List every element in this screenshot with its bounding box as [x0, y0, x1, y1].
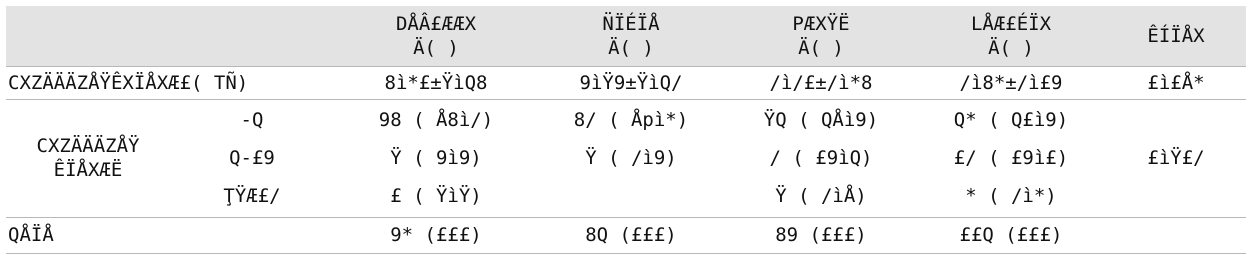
results-table: [6, 6, 1246, 254]
row2a-col-3: ŸQ ( QÅì9): [763, 109, 879, 131]
row2a-col-2: 8/ ( Åpì*): [573, 109, 689, 131]
row3-label: QÅÏÅ: [8, 224, 54, 246]
row1-col-5: £ì£Å*: [1147, 71, 1205, 94]
header-col-1-line2: Ä( ): [413, 37, 459, 59]
row2b-col-2: Ÿ ( /ì9): [585, 147, 677, 169]
row1-col-2: 9ìŸ9±ŸìQ/: [579, 71, 683, 94]
header-col-1-line1: DÅÂ£ÆÆX: [395, 13, 477, 35]
row2a-col-1: 98 ( Å8ì/): [378, 109, 494, 131]
divider-row1: [6, 99, 1246, 100]
row2b-col-4: £/ ( £9ì£): [953, 147, 1069, 169]
header-col-4-line2: Ä( ): [988, 37, 1034, 59]
header-col-2-line2: Ä( ): [608, 37, 654, 59]
header-col-5-line1: ÊÍÏÅX: [1147, 25, 1205, 47]
row3-col-2: 8Q (£££): [585, 224, 677, 246]
row2-label-line2: ÊÏÅXÆË: [53, 159, 123, 181]
header-col-4-line1: LÅÆ£ÉÏX: [970, 13, 1052, 35]
row1-col-4: /ì8*±/ì£9: [959, 71, 1063, 94]
header-col-3-line2: Ä( ): [798, 37, 844, 59]
header-col-2-line1: N̈ÏÉÏÅ: [602, 13, 660, 35]
row2c-col-2: [536, 178, 726, 214]
row1-col-3: /ì/£±/ì*8: [769, 71, 873, 94]
header-col-4: [916, 6, 1106, 66]
row2b-sub: Q-£9: [229, 147, 275, 169]
row1-col-1: 8ì*£±ŸìQ8: [384, 71, 488, 94]
row2-label: [8, 100, 168, 216]
row1-label: CXZÄÄÄZÅŸÊXÏÅXÆ£( TÑ): [8, 71, 249, 94]
row2c-col-1: £ ( ŸìŸ): [390, 185, 482, 207]
header-col-2: [536, 6, 726, 66]
row3-col-3: 89 (£££): [775, 224, 867, 246]
row2-label-line1: CXZÄÄÄZÅŸ: [36, 135, 140, 157]
row2c-sub: ŢŸÆ£/: [223, 185, 281, 207]
divider-bottom: [6, 253, 1246, 254]
row3-col-1: 9* (£££): [390, 224, 482, 246]
header-col-3-line1: PÆXŸË: [792, 13, 850, 35]
row2-col-5: £ìŸ£/: [1147, 147, 1205, 169]
header-col-1: [336, 6, 536, 66]
header-col-3: [726, 6, 916, 66]
row2b-col-1: Ÿ ( 9ì9): [390, 147, 482, 169]
header-col-5: [1106, 6, 1246, 66]
row3-col-4: ££Q (£££): [959, 224, 1063, 246]
row2c-col-4: * ( /ì*): [965, 185, 1057, 207]
row2a-col-4: Q* ( Q£ì9): [953, 109, 1069, 131]
row2a-sub: -Q: [240, 109, 264, 131]
row2c-col-3: Ÿ ( /ìÅ): [775, 185, 867, 207]
row2b-col-3: / ( £9ìQ): [769, 147, 873, 169]
